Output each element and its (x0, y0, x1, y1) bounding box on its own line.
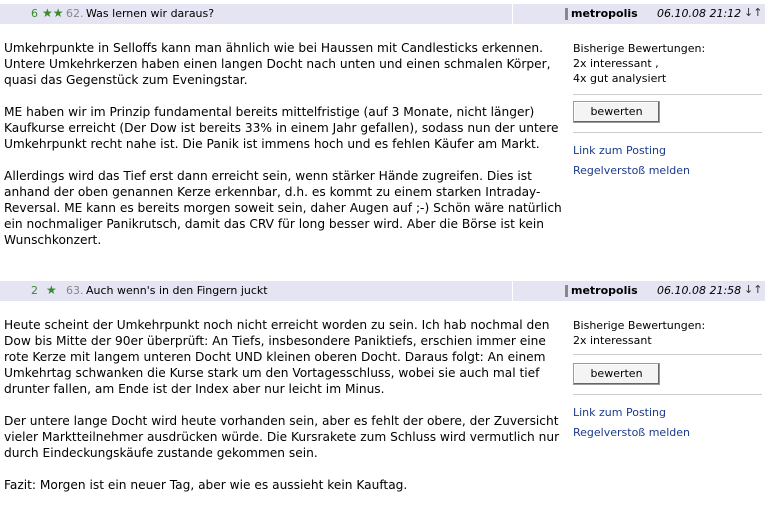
post-header (0, 281, 765, 301)
report-violation-link[interactable]: Regelverstoß melden (573, 426, 690, 439)
author-status-icon (565, 285, 568, 297)
rating-entry: 2x interessant , (573, 57, 659, 70)
post-paragraph: Heute scheint der Umkehrpunkt noch nicht erreicht worden zu sein. Ich hab nochmal den Dow bis Mitte der 90er überprüft: An Tiefs, insbesondere Paniktiefs, erschien immer eine rote Kerze mit langem unteren Docht UND kleinen oberen Docht. Daraus folgt: An einem Umkehrtag schwanken die Kurse stark um den Vortagesschluss, wobei sie auch mal tief drunter fallen, am Ende ist der Index aber nur leicht im Minus. (4, 318, 550, 396)
double-star-icon: ★★ (42, 6, 64, 20)
divider (573, 354, 762, 355)
rate-button[interactable]: bewerten (573, 101, 660, 123)
post-date: 06.10.08 21:12 (657, 7, 742, 20)
post-number[interactable]: 62. (66, 7, 84, 20)
ratings-box (573, 41, 705, 86)
link-to-posting[interactable]: Link zum Posting (573, 406, 667, 419)
ratings-heading: Bisherige Bewertungen: (573, 42, 706, 55)
post-header-main (0, 281, 512, 301)
rating-score: 2 (31, 284, 38, 297)
divider (573, 394, 762, 395)
post-header-main (0, 4, 512, 24)
post-number[interactable]: 63. (66, 284, 84, 297)
report-violation-link[interactable]: Regelverstoß melden (573, 164, 690, 177)
post-paragraph: Fazit: Morgen ist ein neuer Tag, aber wie es aussieht kein Kauftag. (4, 478, 408, 492)
post-date: 06.10.08 21:58 (657, 284, 742, 297)
rating-entry: 4x gut analysiert (573, 72, 667, 85)
author-name[interactable]: metropolis (571, 7, 638, 20)
post-paragraph: Umkehrpunkte in Selloffs kann man ähnlich wie bei Haussen mit Candlesticks erkennen. Untere Umkehrkerzen haben einen langen Docht nach unten und einen schmalen Körper, quasi das Gegenstück zum Eveningstar. (4, 41, 551, 87)
ratings-box (573, 318, 705, 348)
post-header-meta (513, 4, 765, 24)
post-header-meta (513, 281, 765, 301)
divider (573, 132, 762, 133)
rating-score: 6 (31, 7, 38, 20)
rate-button[interactable]: bewerten (573, 363, 660, 385)
post-paragraph: Allerdings wird das Tief erst dann erreicht sein, wenn stärker Hände zugreifen. Dies ist anhand der oben genannen Kerze erkennbar, d.h. es kommt zu einem starken Intraday-Reversal. ME kann es bereits morgen soweit sein, daher Augen auf ;-) Schön wäre natürlich ein nochmaliger Panikrutsch, damit das CRV für long besser wird. Aber die Börse ist kein Wunschkonzert. (4, 169, 562, 247)
post-paragraph: Der untere lange Docht wird heute vorhanden sein, aber es fehlt der obere, der Zuversicht vieler Marktteilnehmer ausdrücken würde. Die Kursrakete zum Schluss wird vermutlich nur durch Eindeckungskäufe zustande gekommen sein. (4, 414, 560, 460)
rating-entry: 2x interessant (573, 334, 652, 347)
sort-arrows[interactable]: ↓↑ (744, 6, 763, 19)
post-title[interactable]: Was lernen wir daraus? (86, 7, 215, 20)
divider (573, 94, 762, 95)
post-header (0, 4, 765, 24)
post-body (4, 317, 564, 509)
ratings-heading: Bisherige Bewertungen: (573, 319, 706, 332)
author-name[interactable]: metropolis (571, 284, 638, 297)
post-body (4, 40, 564, 264)
post-title[interactable]: Auch wenn's in den Fingern juckt (86, 284, 268, 297)
link-to-posting[interactable]: Link zum Posting (573, 144, 667, 157)
star-icon: ★ (46, 283, 57, 297)
author-status-icon (565, 8, 568, 20)
sort-arrows[interactable]: ↓↑ (744, 283, 763, 296)
post-paragraph: ME haben wir im Prinzip fundamental bereits mittelfristige (auf 3 Monate, nicht länger) Kaufkurse erreicht (Der Dow ist bereits 33% in einem Jahr gefallen), sodass nun der untere Umkehrpunkt recht nahe ist. Die Panik ist immens hoch und es fehlen Käufer am Markt. (4, 105, 559, 151)
